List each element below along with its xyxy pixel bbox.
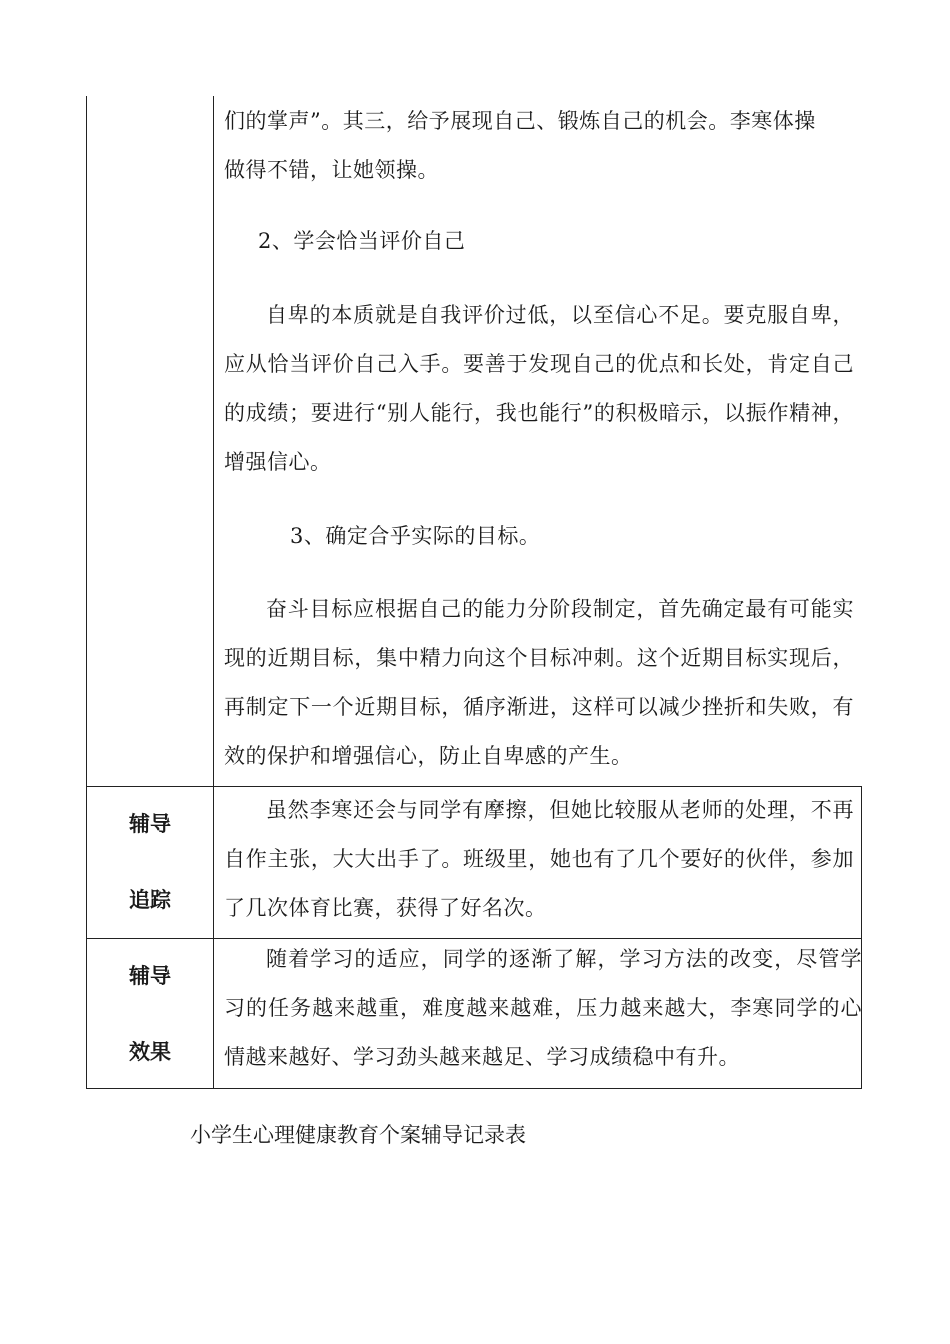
effect-label-line1: 辅导 — [129, 964, 171, 988]
counseling-measures-cell — [224, 97, 854, 781]
continued-line-2: 做得不错，让她领操。 — [224, 158, 439, 182]
tracking-label — [86, 808, 214, 914]
tracking-content — [224, 786, 854, 933]
table-bottom-border — [86, 1088, 862, 1089]
table-left-border — [86, 96, 87, 1089]
record-table-title: 小学生心理健康教育个案辅导记录表 — [190, 1123, 526, 1147]
effect-content — [224, 935, 862, 1082]
point2-body: 自卑的本质就是自我评价过低，以至信心不足。要克服自卑，应从恰当评价自己入手。要善于发现自己的优点和长处，肯定自己的成绩；要进行“别人能行，我也能行”的积极暗示，以振作精神，增强信心。 — [224, 303, 854, 474]
point3-body: 奋斗目标应根据自己的能力分阶段制定，首先确定最有可能实现的近期目标，集中精力向这个目标冲刺。这个近期目标实现后，再制定下一个近期目标，循序渐进，这样可以减少挫折和失败，有效的保护和增强信心，防止自卑感的产生。 — [224, 597, 854, 768]
tracking-text: 虽然李寒还会与同学有摩擦，但她比较服从老师的处理，不再自作主张，大大出手了。班级里，她也有了几个要好的伙伴，参加了几次体育比赛，获得了好名次。 — [224, 798, 854, 920]
continued-line-1: 们的掌声”。其三，给予展现自己、锻炼自己的机会。李寒体操 — [224, 109, 816, 133]
effect-label-line2: 效果 — [129, 1040, 171, 1064]
point2-heading: 2、学会恰当评价自己 — [258, 229, 466, 253]
tracking-label-line2: 追踪 — [129, 888, 171, 912]
effect-text: 随着学习的适应，同学的逐渐了解，学习方法的改变，尽管学习的任务越来越重，难度越来越难，压力越来越大，李寒同学的心情越来越好、学习劲头越来越足、学习成绩稳中有升。 — [224, 947, 862, 1069]
table-column-divider — [213, 96, 214, 1089]
point3-heading: 3、确定合乎实际的目标。 — [290, 524, 541, 548]
tracking-label-line1: 辅导 — [129, 812, 171, 836]
effect-label — [86, 960, 214, 1066]
